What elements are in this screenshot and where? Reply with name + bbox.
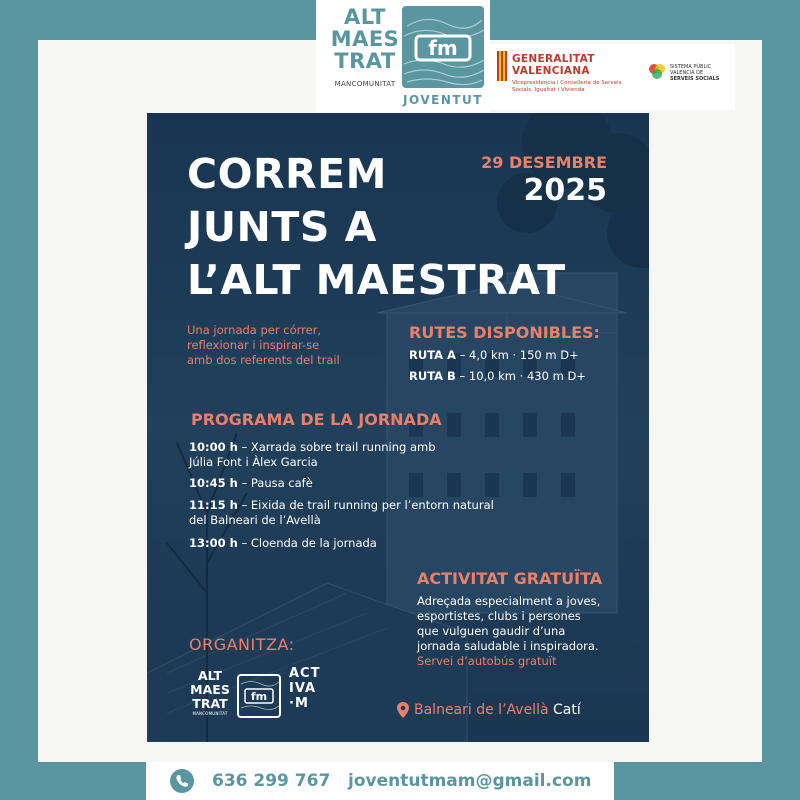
organizer-heading: ORGANITZA: bbox=[189, 635, 295, 654]
generalitat-title-line-1: GENERALITAT bbox=[512, 53, 595, 65]
program-heading: PROGRAMA DE LA JORNADA bbox=[191, 410, 442, 429]
activa-m-logo bbox=[289, 666, 320, 711]
org-alt-line-3: TRAT bbox=[192, 696, 228, 711]
route-b-name: RUTA B bbox=[409, 369, 456, 383]
activity-line-2: esportistes, clubs i persones bbox=[417, 609, 581, 623]
phone-number[interactable]: 636 299 767 bbox=[212, 771, 331, 791]
location bbox=[414, 702, 581, 718]
route-a-detail: – 4,0 km · 150 m D+ bbox=[455, 348, 579, 362]
sps-line-3: SERVEIS SOCIALS bbox=[670, 76, 720, 82]
serveis-socials-text bbox=[670, 64, 719, 82]
svg-text:fm: fm bbox=[428, 36, 458, 60]
serveis-socials-icon bbox=[648, 62, 666, 80]
route-a-name: RUTA A bbox=[409, 348, 456, 362]
program-time: 11:15 h bbox=[189, 498, 238, 512]
fm-monogram-icon bbox=[402, 6, 484, 88]
org-alt-line-2: MAES bbox=[190, 682, 230, 697]
intro-line-1: Una jornada per córrer, bbox=[187, 323, 322, 337]
program-item bbox=[189, 498, 549, 528]
event-poster bbox=[147, 113, 649, 742]
activity-line-1: Adreçada especialment a joves, bbox=[417, 594, 601, 608]
title-line-2: JUNTS A bbox=[187, 203, 377, 251]
program-time: 13:00 h bbox=[189, 536, 238, 550]
mancomunitat-logo bbox=[316, 0, 490, 112]
joventut-label: JOVENTUT bbox=[403, 93, 483, 107]
program-desc: – Eixida de trail running per l’entorn natural bbox=[237, 498, 494, 512]
intro-text bbox=[187, 323, 377, 368]
logo-subtitle: MANCOMUNITAT bbox=[334, 80, 396, 88]
logo-line-2: MAES bbox=[330, 27, 400, 51]
org-mancom-label: MANCOMUNITAT bbox=[192, 711, 228, 716]
logo-line-3: TRAT bbox=[334, 49, 396, 73]
fm-monogram-icon bbox=[237, 674, 281, 718]
logo-line-1: ALT bbox=[344, 5, 386, 29]
generalitat-title bbox=[512, 53, 595, 77]
activity-description bbox=[417, 594, 632, 654]
svg-text:fm: fm bbox=[250, 690, 268, 703]
routes-heading: RUTES DISPONIBLES: bbox=[409, 323, 600, 342]
activa-line-1: ACT bbox=[289, 666, 321, 681]
route-b-detail: – 10,0 km · 430 m D+ bbox=[455, 369, 586, 383]
org-alt-line-1: ALT bbox=[197, 668, 223, 683]
program-item bbox=[189, 440, 549, 470]
bus-note: Servei d’autobús gratuït bbox=[417, 654, 557, 668]
event-date-year: 2025 bbox=[523, 173, 607, 208]
activa-line-2: IVA bbox=[289, 681, 317, 696]
location-place: Balneari de l’Avellà bbox=[414, 702, 549, 718]
program-desc: – Pausa cafè bbox=[237, 476, 313, 490]
program-item bbox=[189, 536, 549, 551]
intro-line-2: reflexionar i inspirar-se bbox=[187, 338, 320, 352]
organizer-alt-maestrat-logo bbox=[185, 669, 235, 711]
route-b bbox=[409, 369, 586, 384]
program-time: 10:45 h bbox=[189, 476, 238, 490]
program-item bbox=[189, 476, 549, 491]
sps-line-1: SISTEMA PÚBLIC bbox=[670, 64, 712, 70]
program-time: 10:00 h bbox=[189, 440, 238, 454]
title-line-1: CORREM bbox=[187, 150, 387, 198]
title-line-3: L’ALT MAESTRAT bbox=[187, 256, 566, 304]
email-address[interactable]: joventutmam@gmail.com bbox=[348, 771, 592, 791]
generalitat-subtitle: Vicepresidència i Conselleria de Serveis Socials, Igualtat i Vivienda bbox=[512, 80, 622, 93]
contact-footer bbox=[146, 762, 614, 800]
generalitat-emblem-icon bbox=[496, 49, 508, 85]
activa-line-3: ·M bbox=[289, 696, 309, 711]
activity-heading: ACTIVITAT GRATUÏTA bbox=[417, 569, 603, 588]
location-pin-icon bbox=[397, 702, 409, 718]
program-desc: – Xarrada sobre trail running amb bbox=[237, 440, 436, 454]
program-desc-line-2: Júlia Font i Àlex Garcia bbox=[189, 455, 318, 469]
sps-line-2: VALENCIÀ DE bbox=[670, 70, 704, 76]
location-town: Catí bbox=[548, 702, 581, 718]
activity-line-3: que vulguen gaudir d’una bbox=[417, 624, 566, 638]
event-date-day: 29 DESEMBRE bbox=[481, 153, 607, 172]
intro-line-3: amb dos referents del trail bbox=[187, 353, 340, 367]
logo-wordmark bbox=[322, 6, 408, 72]
activity-line-4: jornada saludable i inspiradora. bbox=[417, 639, 599, 653]
route-a bbox=[409, 348, 579, 363]
program-desc: – Cloenda de la jornada bbox=[237, 536, 377, 550]
generalitat-title-line-2: VALENCIANA bbox=[512, 65, 590, 77]
phone-icon bbox=[170, 769, 194, 793]
generalitat-logos bbox=[490, 44, 735, 110]
program-desc-line-2: del Balneari de l’Avellà bbox=[189, 513, 321, 527]
